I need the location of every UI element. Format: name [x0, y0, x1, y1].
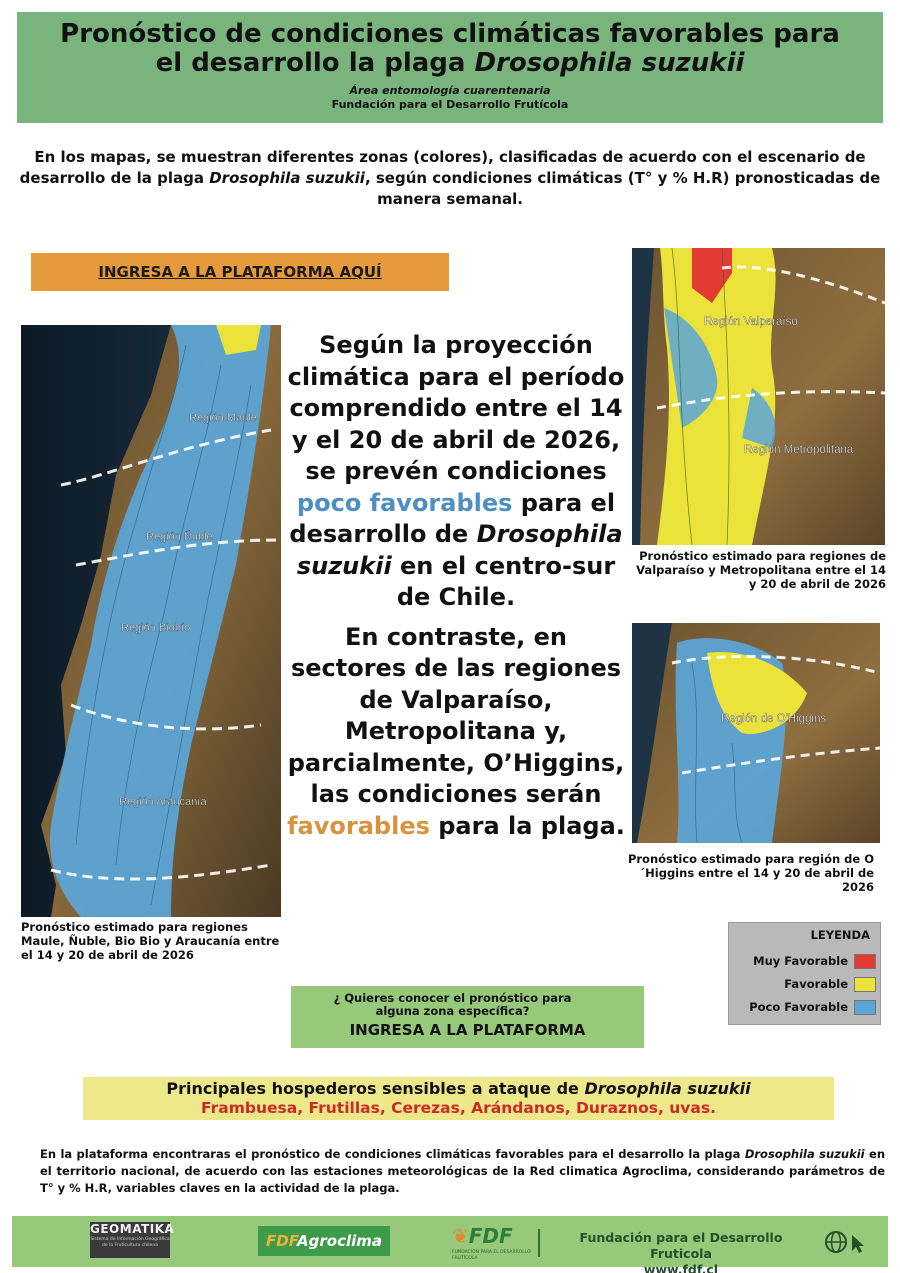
poco-favorables-highlight: poco favorables — [296, 488, 513, 517]
footer-divider — [538, 1229, 540, 1257]
legend-item-poco-favorable: Poco Favorable — [749, 999, 876, 1015]
foundation-name: Fundación para el Desarrollo Fruticola — [579, 1230, 783, 1261]
species-name: Drosophila suzukii — [474, 48, 745, 78]
forecast-paragraph-1: Según la proyección climática para el período comprendido entre el 14 y el 20 de abril de 2026, se prevén condiciones poco favorables para el desarrollo de Drosophila suzukii en el centro-sur de Chile. — [287, 331, 625, 611]
cta-action-label[interactable]: INGRESA A LA PLATAFORMA — [349, 1021, 586, 1039]
map-ohiggins-caption: Pronóstico estimado para región de O´Higgins entre el 14 y 20 de abril de 2026 — [627, 852, 874, 894]
page-title-line1: Pronóstico de condiciones climáticas favorables para — [60, 19, 840, 49]
intro-text: En los mapas, se muestran diferentes zonas (colores), clasificadas de acuerdo con el escenario de desarrollo de la plaga Drosophila suzukii, según condiciones climáticas (T° y % H.R) pronosticadas de manera semanal. — [19, 148, 881, 208]
legend-swatch-red — [854, 954, 876, 969]
foundation-name-block — [548, 1230, 814, 1273]
platform-note: En la plataforma encontraras el pronóstico de condiciones climáticas favorables para el desarrollo la plaga Drosophila suzukii en el territorio nacional, de acuerdo con las estaciones meteorológicas de la Red climatica Agroclima, considerando parámetros de T° y % H.R, variables claves en la actividad de la plaga. — [40, 1147, 885, 1195]
globe-click-icon[interactable] — [822, 1229, 870, 1255]
map-ohiggins-svg — [632, 623, 880, 843]
legend-swatch-blue — [854, 1000, 876, 1015]
map-south-regions — [21, 325, 281, 917]
map-label-nuble: Región Ñuble — [146, 531, 213, 543]
map-label-maule: Región Maule — [189, 412, 257, 424]
map-central-caption: Pronóstico estimado para regiones de Valparaíso y Metropolitana entre el 14 y 20 de abril de 2026 — [636, 549, 886, 591]
subtitle-org: Fundación para el Desarrollo Frutícola — [331, 98, 569, 111]
map-ohiggins-region — [632, 623, 880, 843]
website-link[interactable]: www.fdf.cl — [643, 1262, 719, 1273]
host-plants-title: Principales hospederos sensibles a ataque de Drosophila suzukii — [166, 1079, 751, 1098]
platform-link-button[interactable]: INGRESA A LA PLATAFORMA AQUÍ — [31, 253, 449, 291]
map-central-svg — [632, 248, 885, 545]
fdf-logo[interactable]: ❦FDF FUNDACIÓN PARA EL DESARROLLO FRUTÍCOLA — [452, 1224, 531, 1261]
map-label-biobio: Región Biobío — [121, 622, 191, 634]
header-banner — [17, 12, 883, 123]
legend-item-muy-favorable: Muy Favorable — [753, 953, 876, 969]
map-south-svg — [21, 325, 281, 917]
legend-swatch-yellow — [854, 977, 876, 992]
map-south-caption: Pronóstico estimado para regiones Maule, Ñuble, Bio Bio y Araucanía entre el 14 y 20 de abril de 2026 — [21, 920, 280, 962]
footer-bar — [12, 1216, 888, 1273]
map-label-valparaiso: Región Valparaíso — [704, 316, 798, 328]
leaf-icon: ❦ — [452, 1224, 469, 1248]
map-central-regions — [632, 248, 885, 545]
legend-item-favorable: Favorable — [784, 976, 876, 992]
subtitle-area: Área entomología cuarentenaria — [349, 84, 551, 97]
map-label-araucania: Región Araucanía — [119, 796, 207, 808]
host-plants-list: Frambuesa, Frutillas, Cerezas, Arándanos, Duraznos, uvas. — [201, 1099, 716, 1117]
geomatika-logo[interactable]: GEOMATIKA Sistema de Información Geográfica de la Fruticultura chilena — [90, 1222, 170, 1258]
forecast-paragraph-2: En contraste, en sectores de las regiones de Valparaíso, Metropolitana y, parcialmente, O’Higgins, las condiciones serán favorables para la plaga. — [287, 622, 625, 840]
platform-cta-box[interactable] — [291, 986, 644, 1048]
map-label-ohiggins: Región de O'Higgins — [721, 713, 827, 725]
favorables-highlight: favorables — [287, 811, 430, 840]
map-legend — [728, 922, 881, 1025]
agroclima-logo[interactable]: FDFAgroclima — [258, 1226, 390, 1256]
page-title-line2: el desarrollo la plaga Drosophila suzukii — [155, 48, 745, 78]
cta-question: ¿ Quieres conocer el pronóstico para alguna zona específica? — [333, 991, 572, 1018]
forecast-summary — [286, 330, 626, 842]
host-plants-box — [83, 1077, 834, 1120]
legend-title: LEYENDA — [810, 928, 870, 942]
map-label-metropolitana: Región Metropolitana — [744, 444, 854, 456]
